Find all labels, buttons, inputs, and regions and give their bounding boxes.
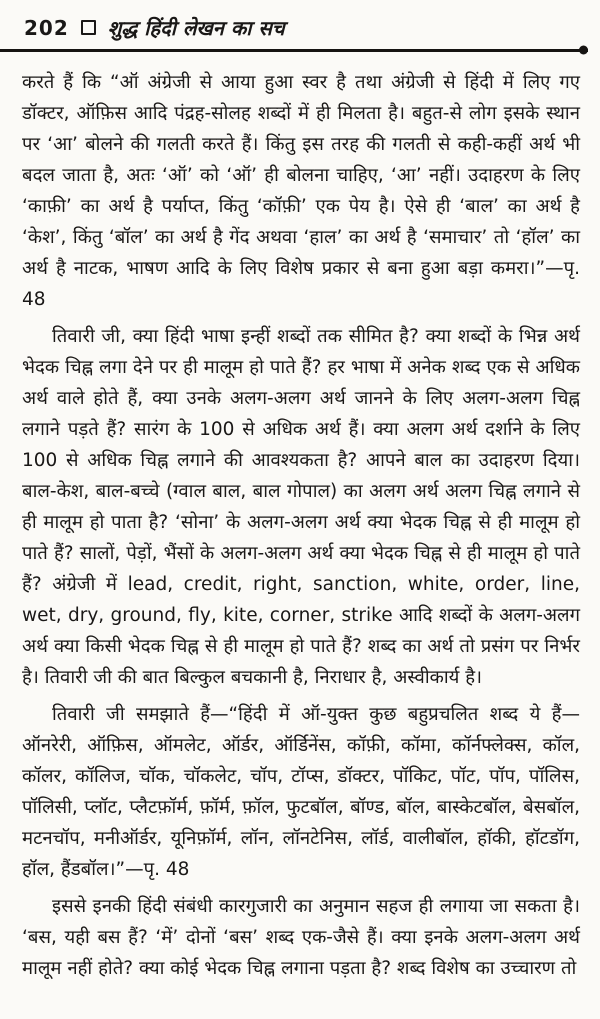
header-rule — [0, 49, 588, 52]
running-header — [22, 14, 580, 41]
rule-end-dot-icon — [579, 46, 588, 55]
paragraph: करते हैं कि “ऑ अंग्रेजी से आया हुआ स्वर है तथा अंग्रेजी से हिंदी में लिए गए डॉक्टर, ऑफ़िस आदि पंद्रह-सोलह शब्दों में ही मिलता है। बहुत-से लोग इसके स्थान पर ‘आ’ बोलने की गलती करते हैं। किंतु इस तरह की गलती से कही-कहीं अर्थ भी बदल जाता है, अतः ‘ऑ’ को ‘ऑ’ ही बोलना चाहिए, ‘आ’ नहीं। उदाहरण के लिए ‘काफ़ी’ का अर्थ है पर्याप्त, किंतु ‘कॉफ़ी’ एक पेय है। ऐसे ही ‘बाल’ का अर्थ है ‘केश’, किंतु ‘बॉल’ का अर्थ है गेंद अथवा ‘हाल’ का अर्थ है ‘समाचार’ तो ‘हॉल’ का अर्थ है नाटक, भाषण आदि के लिए विशेष प्रकार से बना हुआ बड़ा कमरा।”—पृ. 48 — [22, 71, 580, 310]
page-number: 202 — [24, 15, 69, 40]
paragraph: तिवारी जी समझाते हैं—“हिंदी में ऑ-युक्त कुछ बहुप्रचलित शब्द ये हैं—ऑनरेरी, ऑफ़िस, ऑमलेट, ऑर्डर, ऑर्डिनेंस, कॉफ़ी, कॉमा, कॉर्नफ्लेक्स, कॉल, कॉलर, कॉलिज, चॉक, चॉकलेट, चॉप, टॉप्स, डॉक्टर, पॉकिट, पॉट, पॉप, पॉलिस, पॉलिसी, प्लॉट, प्लैटफ़ॉर्म, फ़ॉर्म, फ़ॉल, फुटबॉल, बॉण्ड, बॉल, बास्केटबॉल, बेसबॉल, मटनचॉप, मनीऑर्डर, यूनिफ़ॉर्म, लॉन, लॉनटेनिस, लॉर्ड, वालीबॉल, हॉकी, हॉटडॉग, हॉल, हैंडबॉल।”—पृ. 48 — [22, 703, 580, 880]
paragraph: इससे इनकी हिंदी संबंधी कारगुजारी का अनुमान सहज ही लगाया जा सकता है। ‘बस, यही बस हैं? ‘में’ दोनों ‘बस’ शब्द एक-जैसे हैं। क्या इनके अलग-अलग अर्थ मालूम नहीं होते? क्या कोई भेदक चिह्न लगाना पड़ता है? शब्द विशेष का उच्चारण तो — [22, 895, 580, 979]
open-square-icon — [81, 20, 96, 35]
page-body — [22, 67, 580, 984]
paragraph: तिवारी जी, क्या हिंदी भाषा इन्हीं शब्दों तक सीमित है? क्या शब्दों के भिन्न अर्थ भेदक चिह्न लगा देने पर ही मालूम हो पाते हैं? हर भाषा में अनेक शब्द एक से अधिक अर्थ वाले होते हैं, क्या उनके अलग-अलग अर्थ जानने के लिए अलग-अलग चिह्न लगाने पड़ते हैं? सारंग के 100 से अधिक अर्थ हैं। क्या अलग अर्थ दर्शाने के लिए 100 से अधिक चिह्न लगाने की आवश्यकता है? आपने बाल का उदाहरण दिया। बाल-केश, बाल-बच्चे (ग्वाल बाल, बाल गोपाल) का अलग अर्थ अलग चिह्न लगाने से ही मालूम हो पाता है? ‘सोना’ के अलग-अलग अर्थ क्या भेदक चिह्न से ही मालूम हो पाते हैं? सालों, पेड़ों, भैंसों के अलग-अलग अर्थ क्या भेदक चिह्न से ही मालूम हो पाते हैं? अंग्रेजी में lead, credit, right, sanction, white, order, line, wet, dry, ground, fly, kite, corner, strike आदि शब्दों के अलग-अलग अर्थ क्या किसी भेदक चिह्न से ही मालूम हो पाते हैं? शब्द का अर्थ तो प्रसंग पर निर्भर है। तिवारी जी की बात बिल्कुल बचकानी है, निराधार है, अस्वीकार्य है। — [22, 325, 580, 688]
running-title: शुद्ध हिंदी लेखन का सच — [107, 16, 285, 40]
